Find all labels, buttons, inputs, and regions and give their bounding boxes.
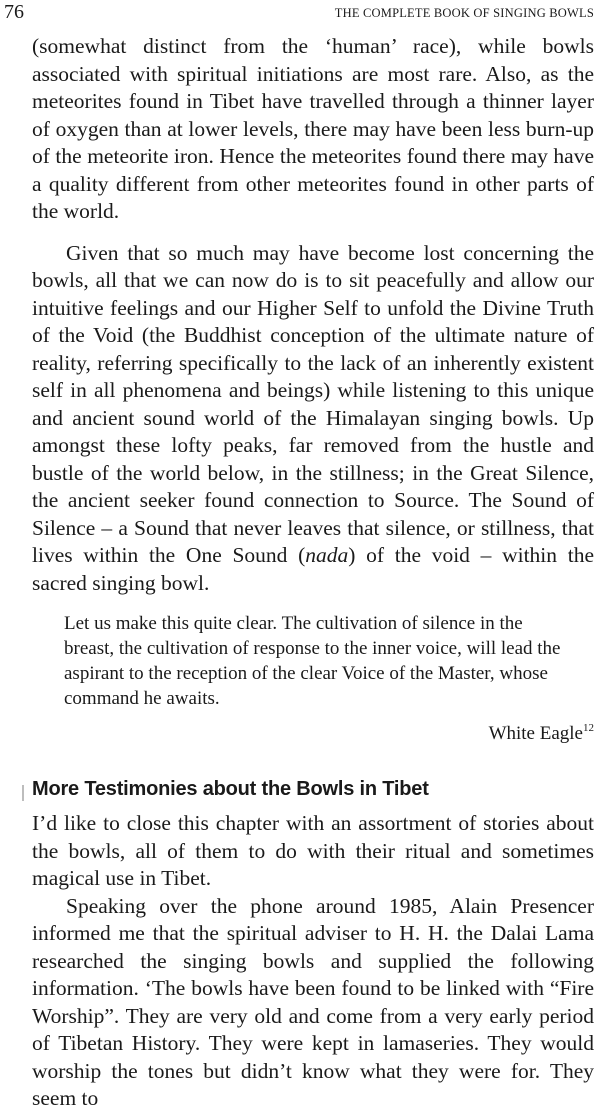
- paragraph-2: [32, 240, 594, 598]
- paragraph-2-text-end: ) of the void – within the sacred singing bowl.: [32, 543, 594, 595]
- quote-attribution: [32, 716, 594, 746]
- footnote-marker: 12: [583, 722, 594, 734]
- page-number: 76: [4, 1, 24, 23]
- section-heading: More Testimonies about the Bowls in Tibet: [32, 778, 429, 800]
- paragraph-3: I’d like to close this chapter with an assortment of stories about the bowls, all of them to do with their ritual and sometimes magical use in Tibet.: [32, 811, 594, 890]
- paragraph-2-text: Given that so much may have become lost concerning the bowls, all that we can now do is to sit peacefully and allow our intuitive feelings and our Higher Self to unfold the Divine Truth of the Void (the Buddhist conception of the ultimate nature of reality, referring specifically to the lack of an inherently existent self in all phenomena and beings) while listening to this unique and ancient sound world of the Himalayan singing bowls. Up amongst these lofty peaks, far removed from the hustle and bustle of the world below, in the stillness; in the Great Silence, the ancient seeker found connection to Source. The Sound of Silence – a Sound that never leaves that silence, or stillness, that lives within the One Sound (: [32, 240, 594, 567]
- block-quote: Let us make this quite clear. The cultivation of silence in the breast, the cultivation of response to the inner voice, will lead the aspirant to the reception of the clear Voice of the Master, whose command he awaits.: [64, 613, 561, 709]
- paragraph-2-italic-term: nada: [305, 543, 349, 567]
- paragraph-4: Speaking over the phone around 1985, Alain Presencer informed me that the spiritual adviser to H. H. the Dalai Lama researched the singing bowls and supplied the following information. ‘The bowls have been found to be linked with “Fire Worship”. They are very old and come from a very early period of Tibetan History. They were kept in lamaseries. They would worship the tones but didn’t know what they were for. They seem to: [32, 893, 594, 1110]
- paragraph-1: (somewhat distinct from the ‘human’ race), while bowls associated with spiritual initiations are most rare. Also, as the meteorites found in Tibet have travelled through a thinner layer of oxygen than at lower levels, there may have been less burn-up of the meteorite iron. Hence the meteorites found there may have a quality different from other meteorites found in other parts of the world.: [32, 34, 594, 223]
- book-title: THE COMPLETE BOOK OF SINGING BOWLS: [334, 6, 594, 20]
- quote-author: White Eagle: [488, 723, 583, 744]
- margin-mark: [22, 785, 24, 801]
- running-header: [4, 2, 594, 22]
- body-text: [32, 33, 594, 1113]
